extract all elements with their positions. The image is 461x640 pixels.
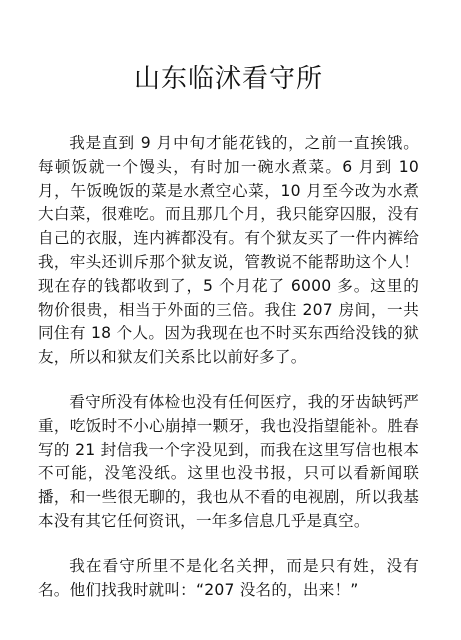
paragraph-1: 我是直到 9 月中旬才能花钱的，之前一直挨饿。每顿饭就一个馒头，有时加一碗水煮菜。6 月到 10 月，午饭晚饭的菜是水煮空心菜，10 月至今改为水煮大白菜，很难吃。而且那几个月，我只能穿囚服，没有自己的衣服，连内裤都没有。有个狱友买了一件内裤给我，牢头还训斥那个狱友说，管教说不能帮助这个人！现在存的钱都收到了，5 个月花了 6000 多。这里的物价很贵，相当于外面的三倍。我住 207 房间，一共同住有 18 个人。因为我现在也不时买东西给没钱的狱友，所以和狱友们关系比以前好多了。 [38,134,419,367]
paragraph-3: 我在看守所里不是化名关押，而是只有姓，没有名。他们找我时就叫：“207 没名的，出来！” [38,556,419,599]
page-title: 山东临沭看守所 [133,64,323,94]
paragraph-2: 看守所没有体检也没有任何医疗，我的牙齿缺钙严重，吃饭时不小心崩掉一颗牙，我也没指望能补。胜春写的 21 封信我一个字没见到，而我在这里写信也根本不可能，没笔没纸。这里也没书报，只可以看新闻联播，和一些很无聊的，我也从不看的电视剧，所以我基本没有其它任何资讯，一年多信息几乎是真空。 [38,392,419,530]
